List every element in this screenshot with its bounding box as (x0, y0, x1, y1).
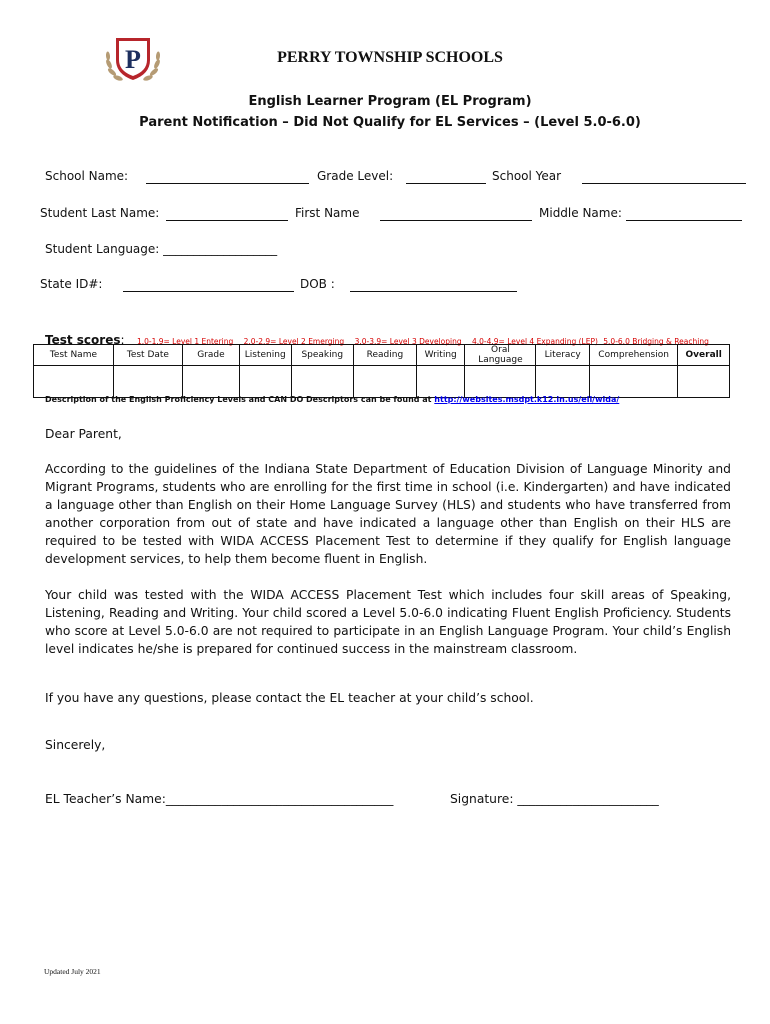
reading-cell[interactable] (353, 366, 416, 398)
speaking-cell[interactable] (291, 366, 353, 398)
middle-name-label: Middle Name: (539, 206, 622, 220)
updated-footer: Updated July 2021 (44, 967, 101, 976)
school-title: PERRY TOWNSHIP SCHOOLS (277, 49, 503, 66)
notification-title: Parent Notification – Did Not Qualify for EL Services – (Level 5.0-6.0) (139, 115, 641, 130)
state-id-label: State ID#: (40, 277, 103, 291)
paragraph-results: Your child was tested with the WIDA ACCESS Placement Test which includes four skill areas of Speaking, Listening, Reading and Writing. Your child scored a Level 5.0-6.0 indicating Fluent English Proficiency. Students who score at Level 5.0-6.0 are not required to participate in an English Language Program. Your child’s English level indicates he/she is prepared for continued success in the mainstream classroom. (45, 588, 731, 656)
wida-link[interactable]: http://websites.msdpt.k12.in.us/ell/wida/ (434, 395, 620, 404)
paragraph-guidelines: According to the guidelines of the Indiana State Department of Education Division of Language Minority and Migrant Programs, students who are enrolling for the first time in school (i.e. Kindergarten) and have indicated a language other than English on their Home Language Survey (HLS) and students who have transferred from another corporation from out of state and have indicated a language other than English on their HLS are required to be tested with WIDA ACCESS Placement Test to determine if they qualify for English language development services, to help them become fluent in English. (45, 462, 731, 566)
column-header: Literacy (536, 345, 589, 366)
dob-field[interactable] (350, 291, 517, 292)
literacy-cell[interactable] (536, 366, 589, 398)
program-title: English Learner Program (EL Program) (248, 94, 532, 109)
level-4-legend: 4.0-4.9= Level 4 Expanding (LEP) (472, 337, 598, 346)
grade-cell[interactable] (182, 366, 239, 398)
grade-level-field[interactable] (406, 183, 486, 184)
student-last-name-field[interactable] (166, 220, 288, 221)
school-year-label: School Year (492, 169, 562, 183)
school-year-field[interactable] (582, 183, 746, 184)
teacher-name-field[interactable]: EL Teacher’s Name:_____________________________________ (45, 792, 394, 806)
school-name-field[interactable] (146, 183, 309, 184)
column-header: Oral Language (465, 345, 536, 366)
state-id-field[interactable] (123, 291, 294, 292)
description-line (45, 395, 619, 404)
test-date-cell[interactable] (113, 366, 182, 398)
table-header-row (34, 345, 730, 366)
paragraph-questions: If you have any questions, please contact the EL teacher at your child’s school. (45, 691, 534, 705)
first-name-field[interactable] (380, 220, 532, 221)
comprehension-cell[interactable] (589, 366, 677, 398)
level-1-legend: 1.0-1.9= Level 1 Entering (136, 337, 234, 346)
dob-label: DOB : (300, 277, 335, 291)
column-header: Overall (678, 345, 730, 366)
column-header: Test Date (113, 345, 182, 366)
student-language-field[interactable]: Student Language: ___________________ (45, 242, 278, 256)
column-header: Speaking (291, 345, 353, 366)
column-header: Test Name (34, 345, 114, 366)
column-header: Writing (416, 345, 464, 366)
column-header: Grade (182, 345, 239, 366)
writing-cell[interactable] (416, 366, 464, 398)
grade-level-label: Grade Level: (317, 169, 394, 183)
column-header: Comprehension (589, 345, 677, 366)
signature-field[interactable]: Signature: _______________________ (450, 792, 659, 806)
svg-text:P: P (125, 45, 141, 74)
school-name-label: School Name: (45, 169, 129, 183)
level-5-legend: 5.0-6.0 Bridging & Reaching (603, 337, 709, 346)
column-header: Listening (239, 345, 291, 366)
level-3-legend: 3.0-3.9= Level 3 Developing (354, 337, 462, 346)
description-text: Description of the English Proficiency Levels and CAN DO Descriptors can be found at (45, 395, 435, 404)
first-name-label: First Name (295, 206, 360, 220)
test-scores-table (33, 344, 730, 398)
closing: Sincerely, (45, 738, 106, 752)
test-scores-label: Test scores: (45, 333, 125, 347)
level-2-legend: 2.0-2.9= Level 2 Emerging (243, 337, 345, 346)
listening-cell[interactable] (239, 366, 291, 398)
middle-name-field[interactable] (626, 220, 742, 221)
student-last-name-label: Student Last Name: (40, 206, 160, 220)
oral-language-cell[interactable] (465, 366, 536, 398)
test-name-cell[interactable] (34, 366, 114, 398)
salutation: Dear Parent, (45, 427, 122, 441)
table-row (34, 366, 730, 398)
column-header: Reading (353, 345, 416, 366)
overall-cell[interactable] (678, 366, 730, 398)
